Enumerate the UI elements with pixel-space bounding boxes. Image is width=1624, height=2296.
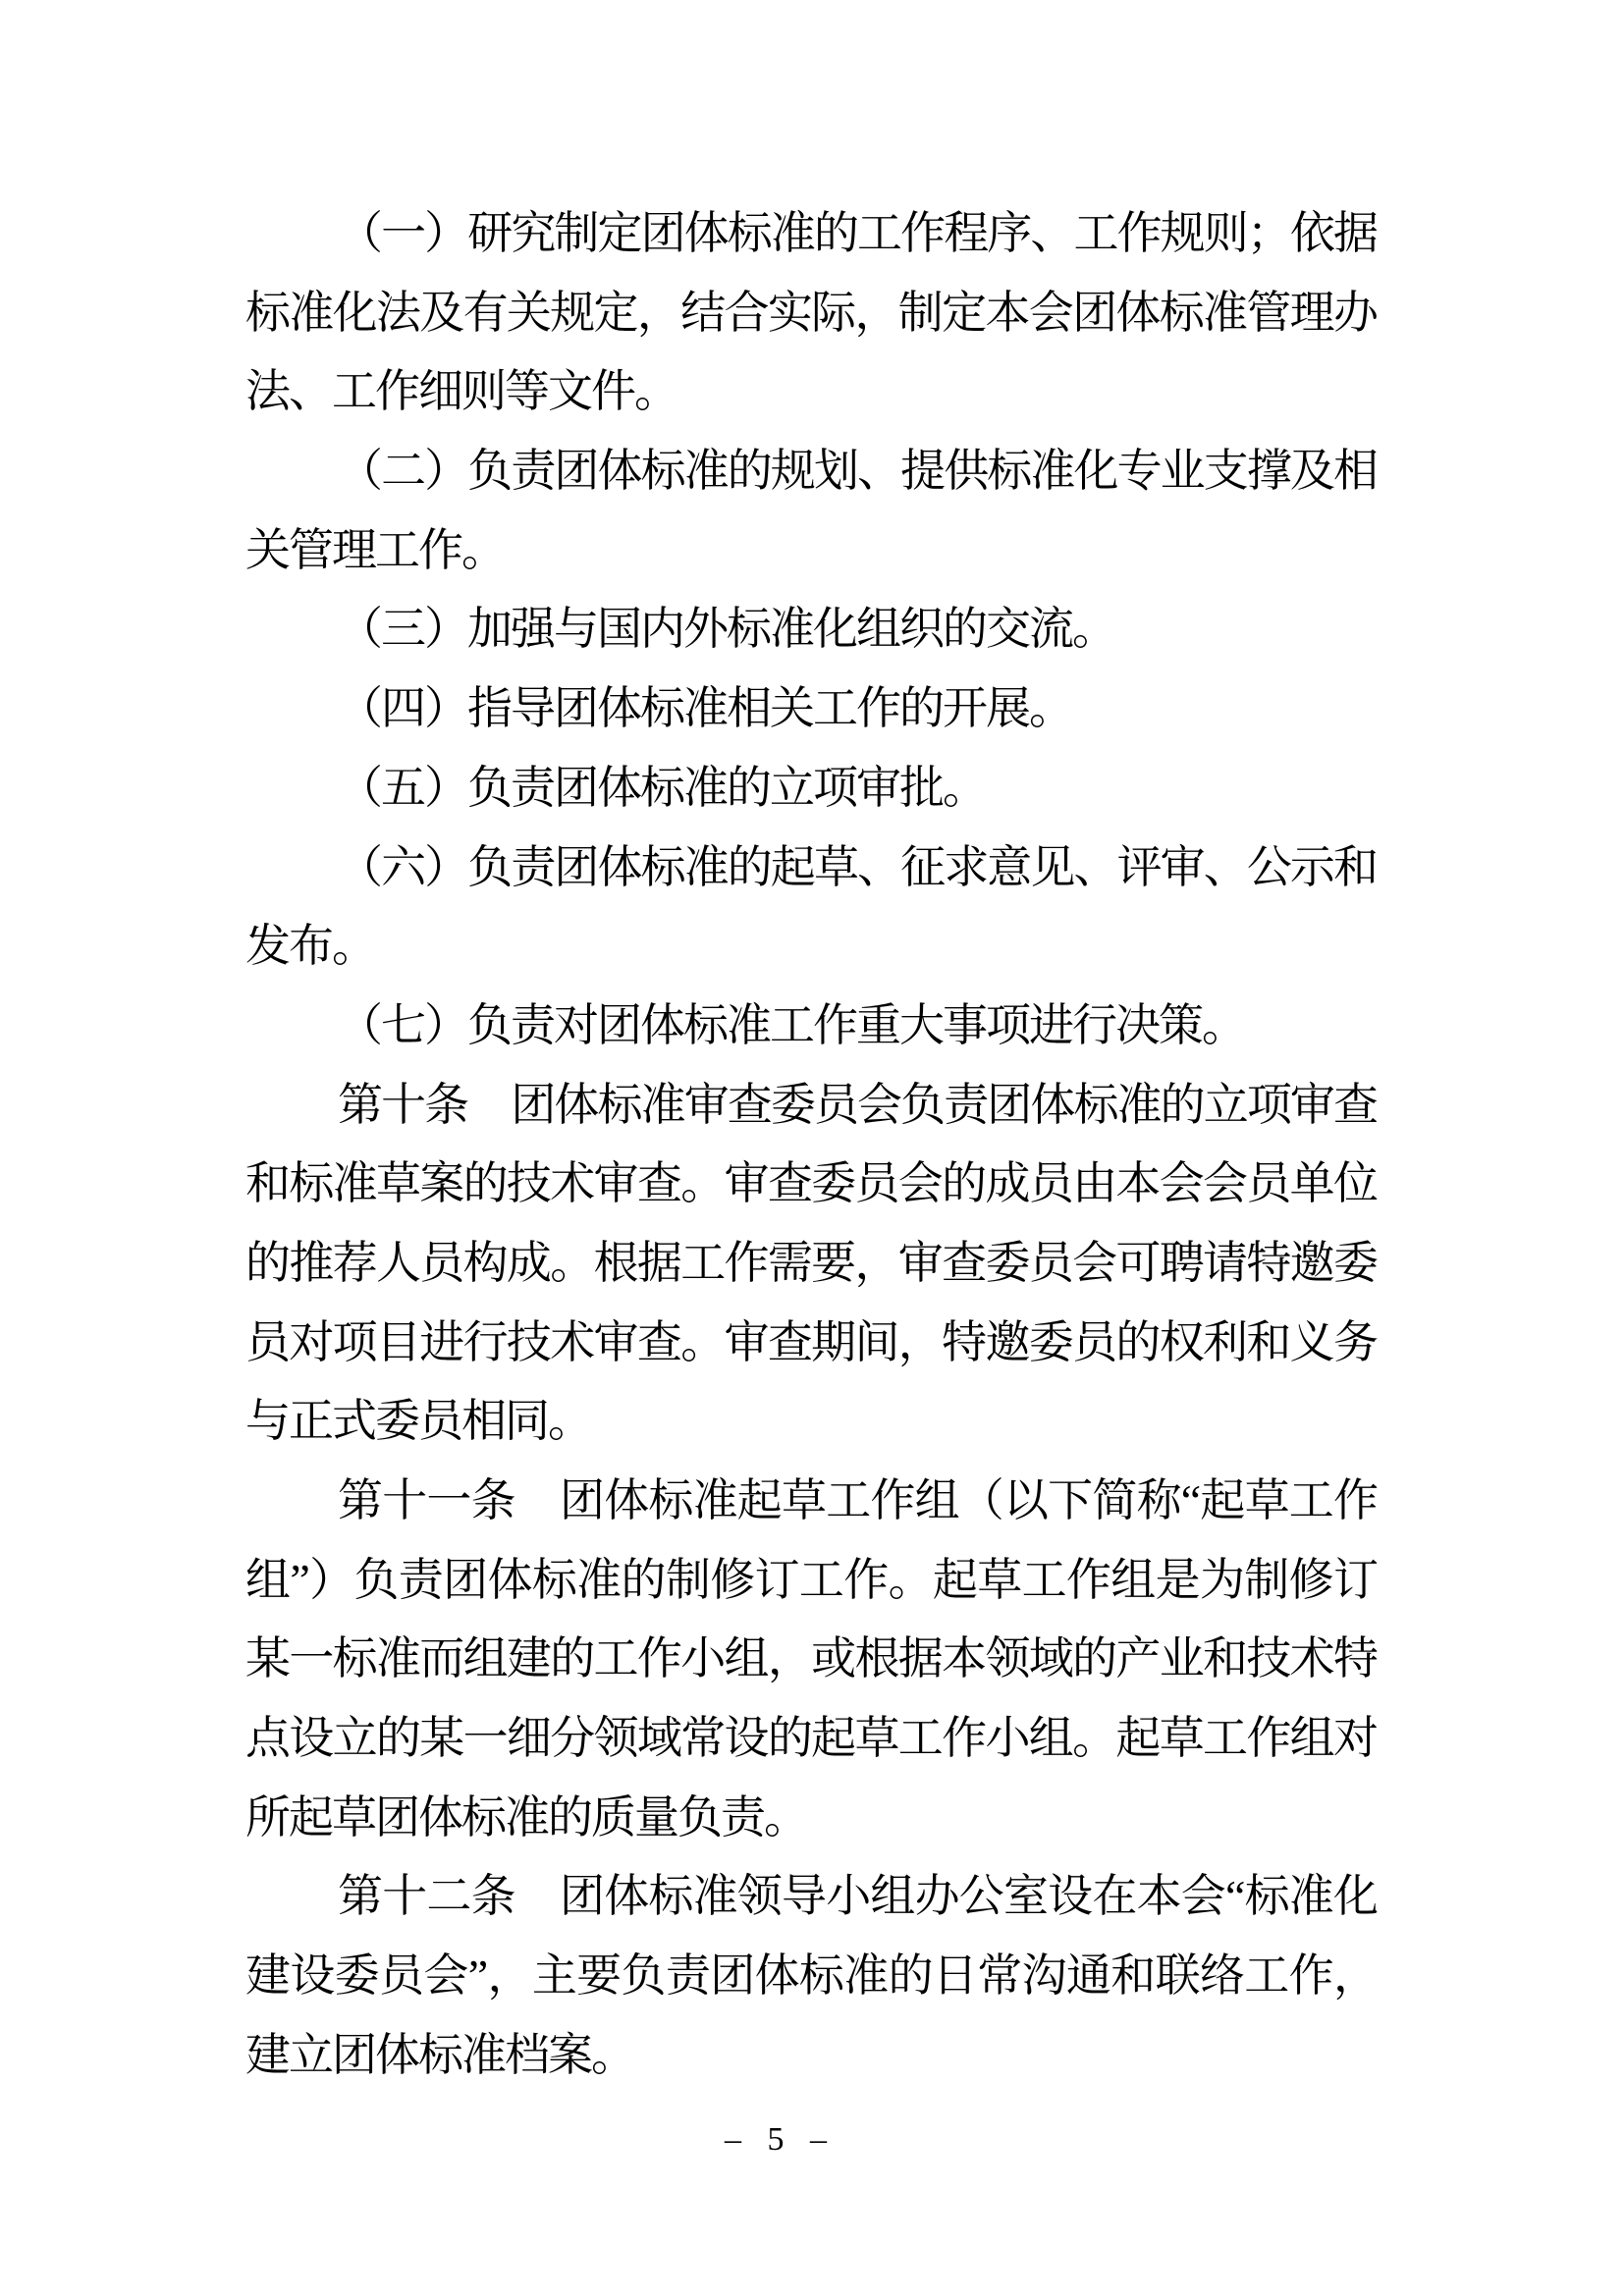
page-number: – 5 – [725,2121,829,2158]
paragraph [245,432,1377,590]
text-line: （二）负责团体标准的规划、提供标准化专业支撑及相 [338,446,1377,497]
text-line: （五）负责团体标准的立项审批。 [338,762,986,813]
text-line: 某一标准而组建的工作小组，或根据本领域的产业和技术特 [245,1633,1377,1684]
paragraph [245,987,1377,1066]
text-line: 点设立的某一细分领域常设的起草工作小组。起草工作组对 [245,1713,1377,1764]
text-line: （四）指导团体标准相关工作的开展。 [338,683,1072,734]
text-line: （一）研究制定团体标准的工作程序、工作规则；依据 [338,208,1377,258]
text-line: 组”）负责团体标准的制修订工作。起草工作组是为制修订 [245,1554,1377,1605]
text-line: 的推荐人员构成。根据工作需要，审查委员会可聘请特邀委 [245,1237,1377,1288]
text-line: （七）负责对团体标准工作重大事项进行决策。 [338,999,1245,1050]
text-line: 和标准草案的技术审查。审查委员会的成员由本会会员单位 [245,1158,1377,1209]
text-line: 发布。 [245,921,375,972]
text-line: （六）负责团体标准的起草、征求意见、评审、公示和 [338,841,1377,892]
paragraph [245,749,1377,828]
text-line: 所起草团体标准的质量负责。 [245,1791,807,1842]
paragraph [245,1857,1377,2095]
document-body [245,194,1377,2096]
text-line: 法、工作细则等文件。 [245,366,677,417]
text-line: 标准化法及有关规定，结合实际，制定本会团体标准管理办 [245,287,1377,338]
text-line: 第十一条 团体标准起草工作组（以下简称“起草工作 [338,1475,1377,1525]
paragraph [245,828,1377,987]
text-line: 第十二条 团体标准领导小组办公室设在本会“标准化 [338,1871,1377,1922]
paragraph [245,590,1377,669]
text-line: 关管理工作。 [245,524,505,575]
paragraph [245,194,1377,432]
paragraph [245,1462,1377,1857]
text-line: 建设委员会”，主要负责团体标准的日常沟通和联络工作， [245,1950,1377,2002]
text-line: （三）加强与国内外标准化组织的交流。 [338,604,1115,655]
text-line: 建立团体标准档案。 [245,2029,634,2080]
paragraph [245,1066,1377,1462]
text-line: 与正式委员相同。 [245,1396,591,1447]
paragraph [245,669,1377,749]
text-line: 第十条 团体标准审查委员会负责团体标准的立项审查 [338,1079,1377,1130]
text-line: 员对项目进行技术审查。审查期间，特邀委员的权利和义务 [245,1316,1377,1367]
